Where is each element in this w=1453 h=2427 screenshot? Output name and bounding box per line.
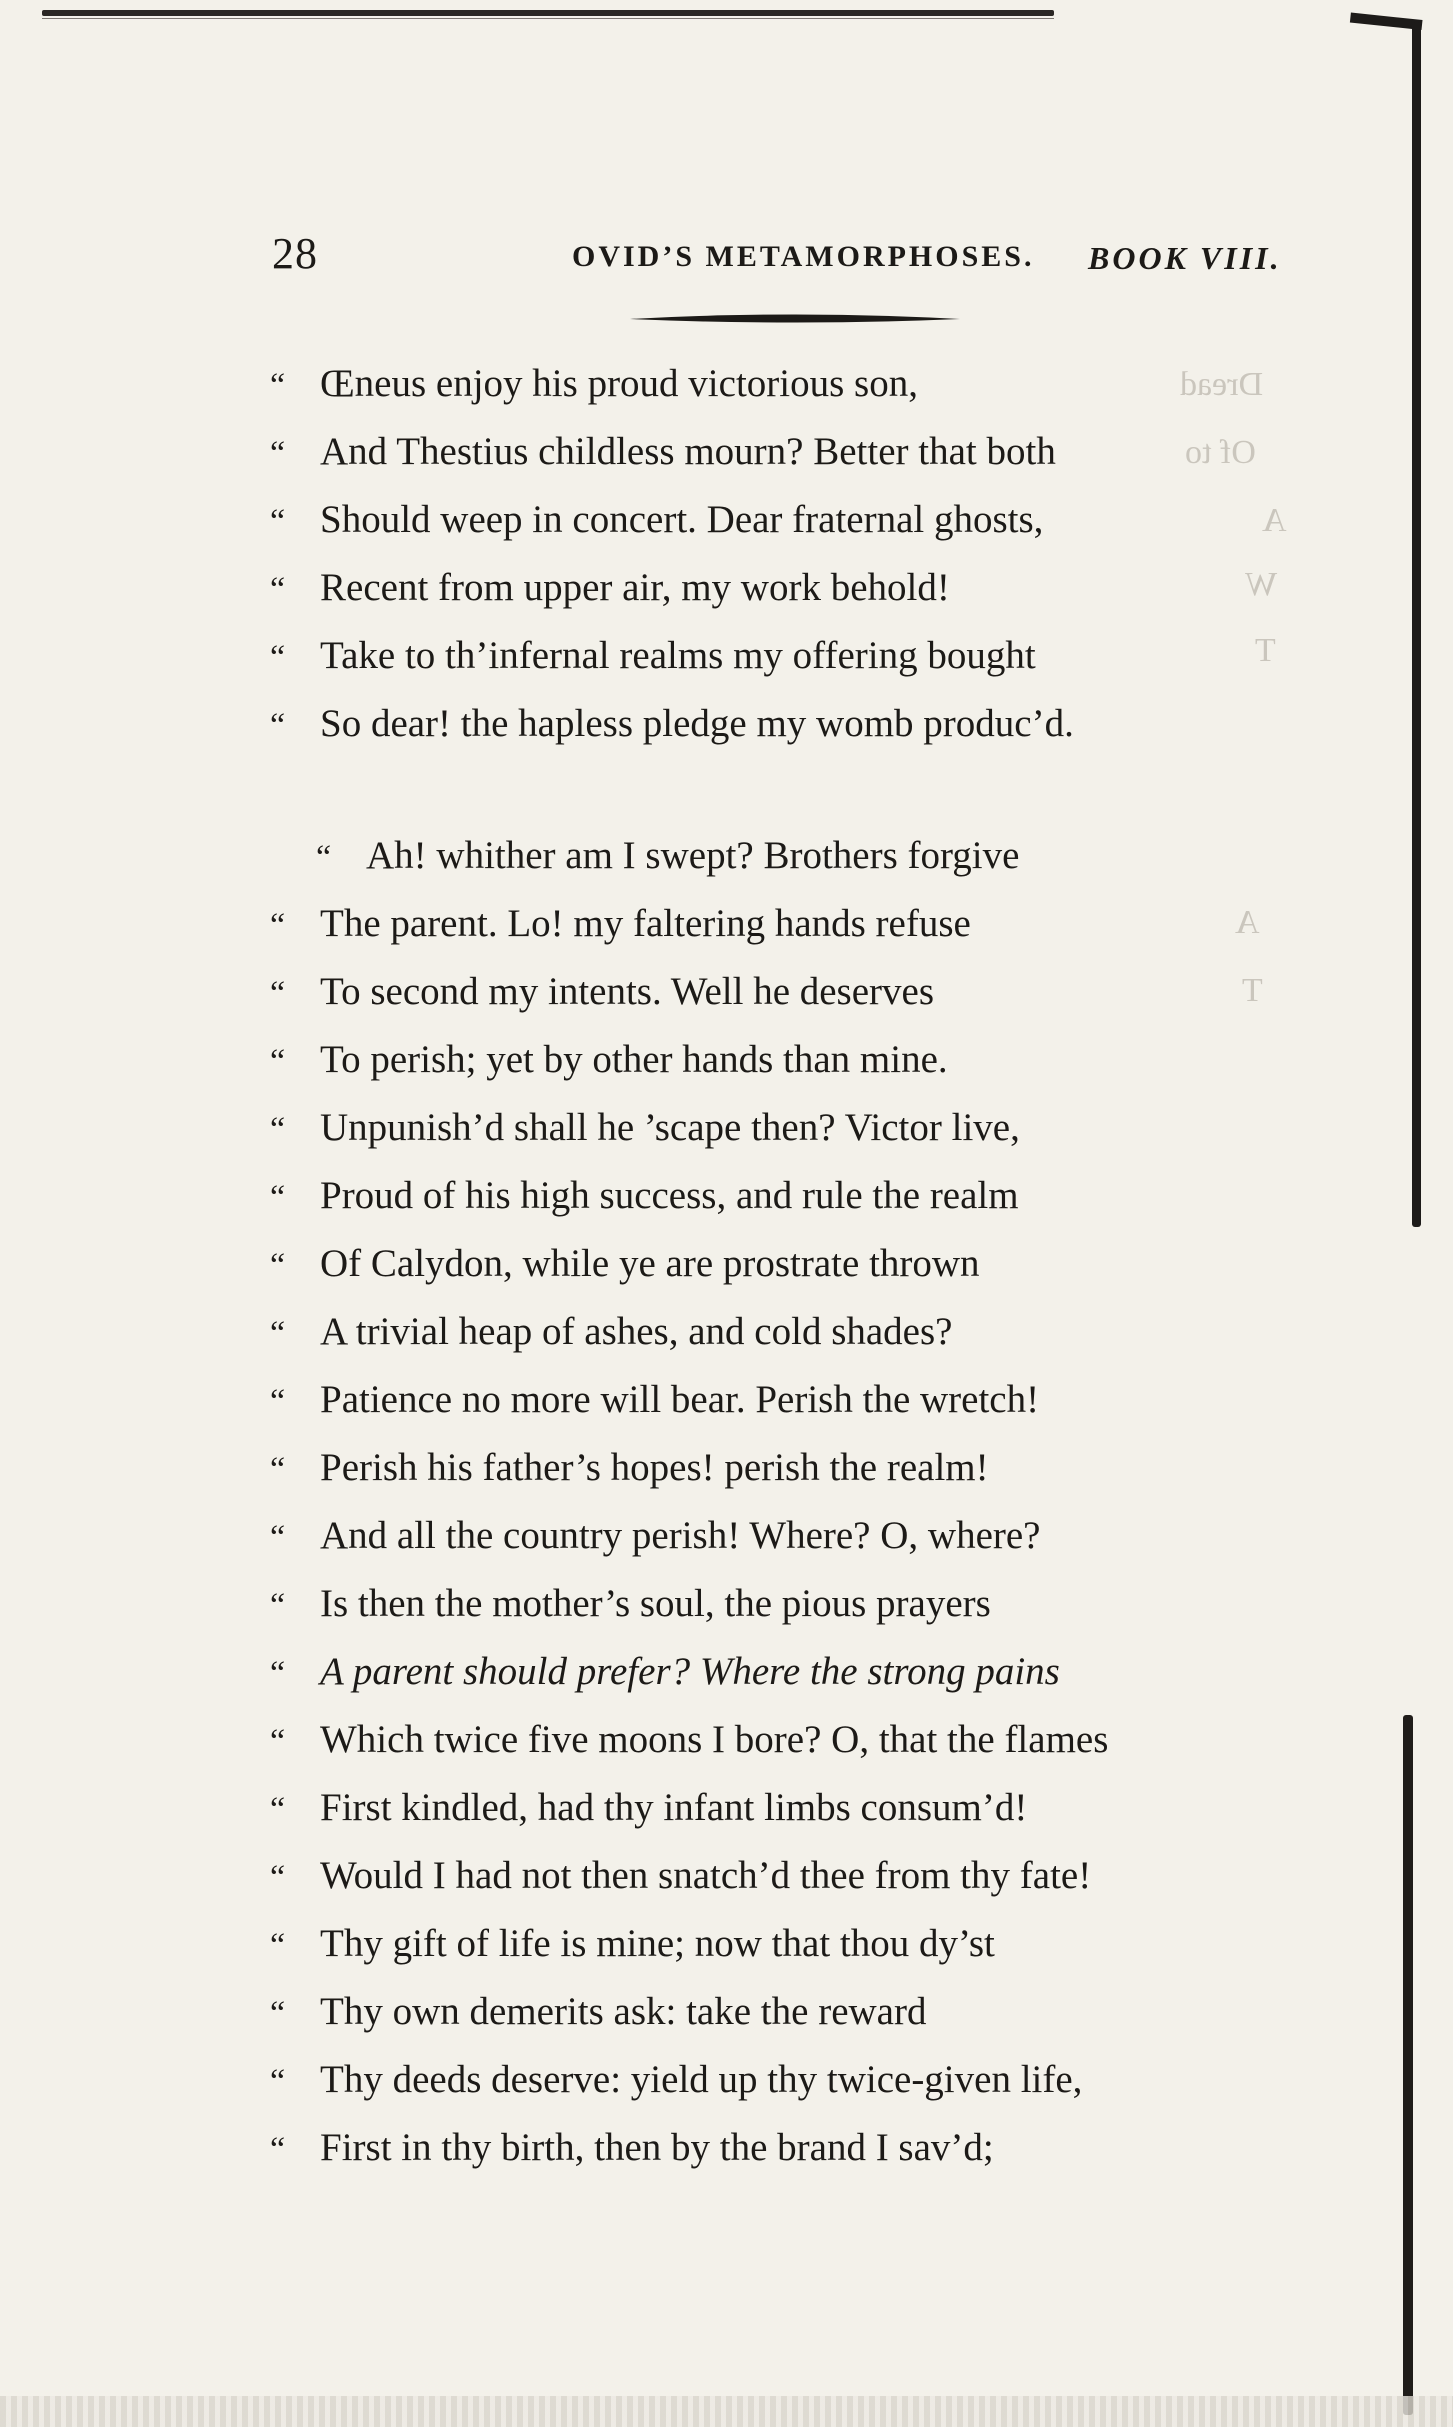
quote-mark: “: [270, 435, 286, 472]
header-ornament-rule: [630, 312, 960, 326]
verse-line: [270, 1706, 1270, 1774]
bleed-through-text: W: [1245, 566, 1278, 603]
top-edge-rule: [42, 10, 1054, 16]
quote-mark: “: [270, 1519, 286, 1556]
quote-mark: “: [270, 2131, 286, 2168]
quote-mark: “: [270, 367, 286, 404]
running-title: OVID’S METAMORPHOSES.: [572, 240, 1035, 273]
quote-mark: “: [270, 1859, 286, 1896]
verse-text: Recent from upper air, my work behold!: [320, 566, 950, 609]
quote-mark: “: [270, 1587, 286, 1624]
verse-line: [270, 554, 1270, 622]
verse-line: [270, 890, 1270, 958]
verse-text: Is then the mother’s soul, the pious prayers: [320, 1582, 991, 1625]
verse-line: [270, 1638, 1270, 1706]
verse-line: [270, 690, 1270, 758]
quote-mark: “: [270, 639, 286, 676]
quote-mark: “: [270, 1995, 286, 2032]
book-label: BOOK VIII.: [1088, 240, 1282, 276]
quote-mark: “: [270, 1791, 286, 1828]
verse-line: [270, 822, 1270, 890]
verse-text: Of Calydon, while ye are prostrate thrown: [320, 1242, 980, 1285]
quote-mark: “: [270, 1383, 286, 1420]
verse-text: And Thestius childless mourn? Better that both: [320, 430, 1056, 473]
verse-line: [270, 1162, 1270, 1230]
verse-text: Thy own demerits ask: take the reward: [320, 1990, 927, 2033]
verse-text: Take to th’infernal realms my offering bought: [320, 634, 1036, 677]
bleed-through-text: T: [1242, 972, 1263, 1009]
verse-line: [270, 1434, 1270, 1502]
stanza: [270, 822, 1270, 2182]
bleed-through-text: Dread: [1180, 366, 1264, 403]
verse-text: First kindled, had thy infant limbs consum’d!: [320, 1786, 1028, 1829]
verse-text: And all the country perish! Where? O, where?: [320, 1514, 1041, 1557]
bleed-through-text: A: [1235, 904, 1260, 941]
binding-shadow-lower: [1403, 1715, 1413, 2415]
bleed-through-text: Of to: [1185, 434, 1256, 471]
page-number: 28: [272, 229, 318, 278]
verse-line: [270, 1026, 1270, 1094]
verse-line: [270, 418, 1270, 486]
quote-mark: “: [270, 975, 286, 1012]
quote-mark: “: [270, 1179, 286, 1216]
quote-mark: “: [270, 1723, 286, 1760]
verse-line: [270, 2046, 1270, 2114]
quote-mark: “: [270, 1247, 286, 1284]
verse-text: A parent should prefer? Where the strong pains: [320, 1650, 1060, 1693]
verse-line: [270, 1570, 1270, 1638]
verse-line: [270, 486, 1270, 554]
verse-line: [270, 1366, 1270, 1434]
verse-text: Patience no more will bear. Perish the wretch!: [320, 1378, 1040, 1421]
quote-mark: “: [270, 1111, 286, 1148]
verse-line: [270, 622, 1270, 690]
verse-text: To second my intents. Well he deserves: [320, 970, 935, 1013]
quote-mark: “: [270, 1315, 286, 1352]
bleed-through-text: A: [1262, 502, 1287, 539]
verse-line: [270, 1298, 1270, 1366]
verse-line: [270, 1094, 1270, 1162]
verse-line: [270, 1978, 1270, 2046]
verse-line: [270, 2114, 1270, 2182]
top-edge-thin-rule: [42, 18, 1054, 19]
page-bottom-edge: [0, 2396, 1453, 2427]
verse-text: Ah! whither am I swept? Brothers forgive: [366, 834, 1020, 877]
verse-line: [270, 1502, 1270, 1570]
quote-mark: “: [270, 907, 286, 944]
quote-mark: “: [270, 503, 286, 540]
verse-text: Thy gift of life is mine; now that thou dy’st: [320, 1922, 995, 1965]
verse-text: Would I had not then snatch’d thee from thy fate!: [320, 1854, 1092, 1897]
verse-line: [270, 350, 1270, 418]
verse-line: [270, 1910, 1270, 1978]
quote-mark: “: [316, 839, 332, 876]
quote-mark: “: [270, 2063, 286, 2100]
quote-mark: “: [270, 1043, 286, 1080]
verse-block: [270, 350, 1270, 2182]
verse-text: Perish his father’s hopes! perish the realm!: [320, 1446, 989, 1489]
verse-text: Thy deeds deserve: yield up thy twice-given life,: [320, 2058, 1083, 2101]
bleed-through-text: T: [1255, 632, 1276, 669]
binding-shadow-upper: [1412, 22, 1421, 1227]
verse-text: Œneus enjoy his proud victorious son,: [320, 362, 918, 405]
quote-mark: “: [270, 1655, 286, 1692]
verse-text: To perish; yet by other hands than mine.: [320, 1038, 948, 1081]
verse-text: A trivial heap of ashes, and cold shades?: [320, 1310, 953, 1353]
verse-text: Which twice five moons I bore? O, that the flames: [320, 1718, 1109, 1761]
verse-text: Should weep in concert. Dear fraternal ghosts,: [320, 498, 1044, 541]
verse-line: [270, 1842, 1270, 1910]
stanza: [270, 350, 1270, 758]
stanza-break: [270, 758, 1270, 822]
verse-text: First in thy birth, then by the brand I sav’d;: [320, 2126, 994, 2169]
verse-line: [270, 1230, 1270, 1298]
verse-line: [270, 1774, 1270, 1842]
quote-mark: “: [270, 571, 286, 608]
verse-text: So dear! the hapless pledge my womb produc’d.: [320, 702, 1074, 745]
verse-line: [270, 958, 1270, 1026]
quote-mark: “: [270, 707, 286, 744]
verse-text: Proud of his high success, and rule the realm: [320, 1174, 1019, 1217]
quote-mark: “: [270, 1927, 286, 1964]
verse-text: The parent. Lo! my faltering hands refuse: [320, 902, 971, 945]
quote-mark: “: [270, 1451, 286, 1488]
verse-text: Unpunish’d shall he ’scape then? Victor live,: [320, 1106, 1020, 1149]
